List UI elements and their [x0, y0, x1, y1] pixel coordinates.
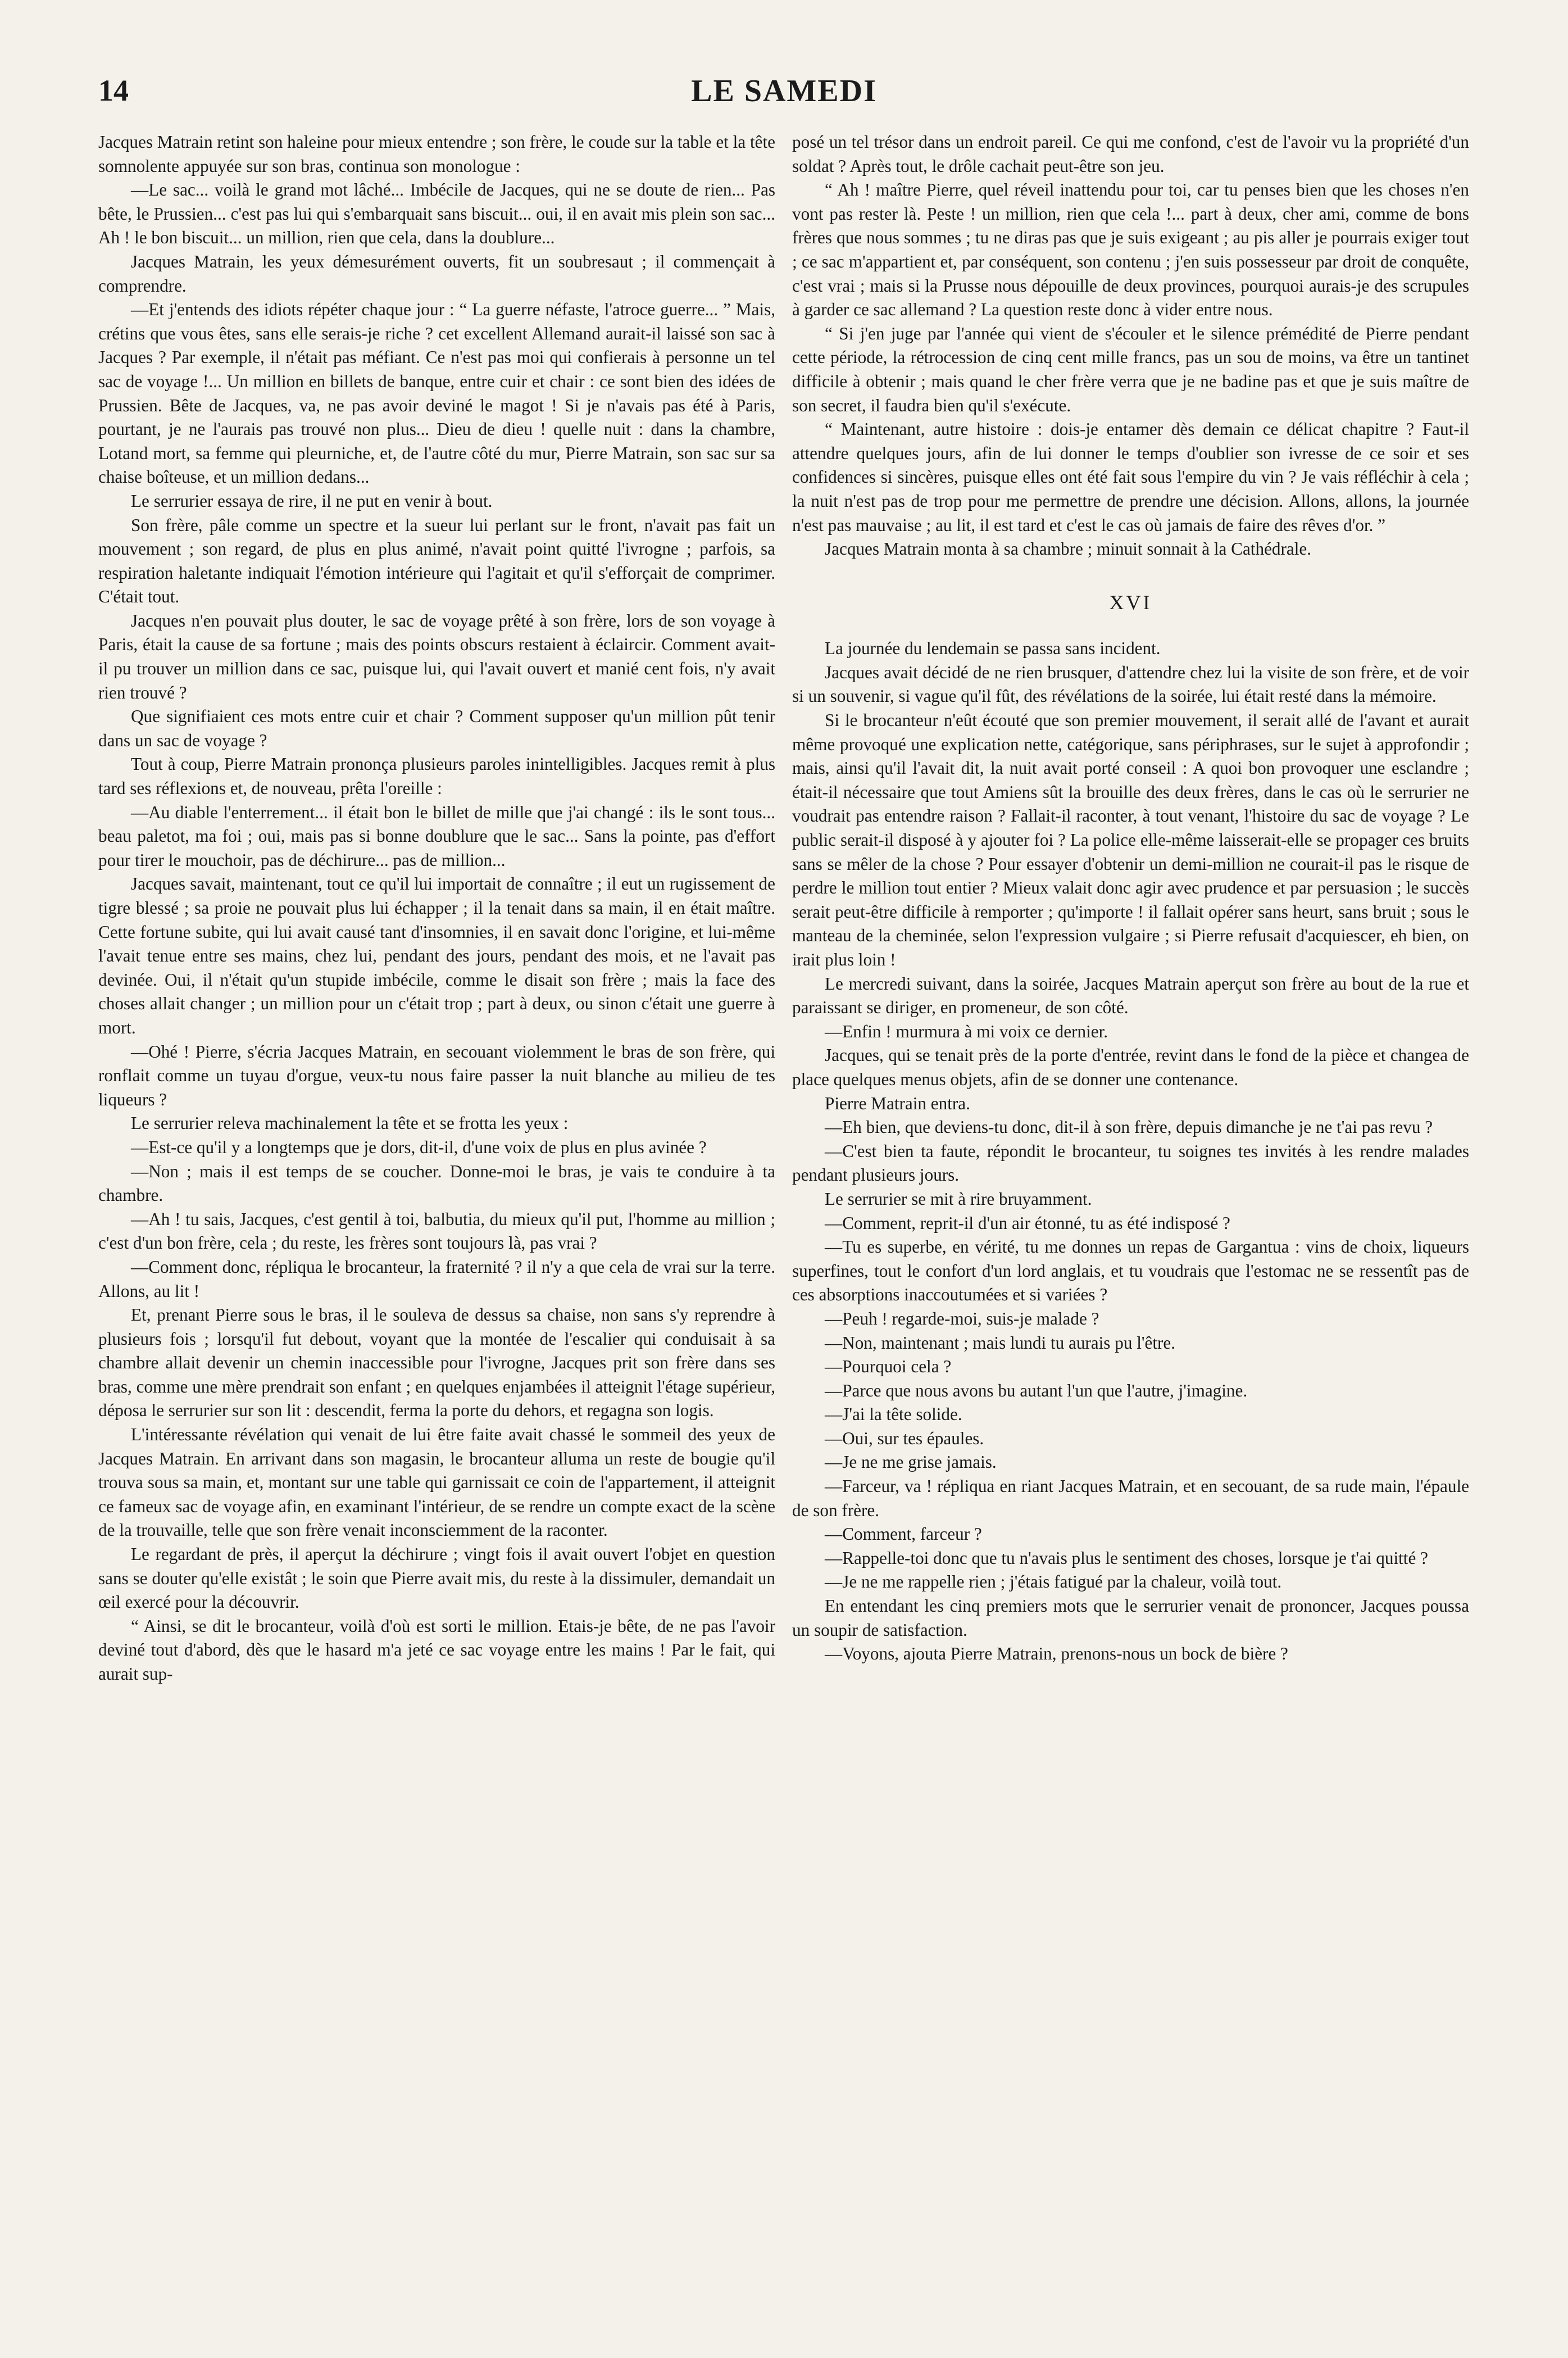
- paragraph: —Peuh ! regarde-moi, suis-je malade ?: [825, 1308, 1099, 1328]
- paragraph: —Tu es superbe, en vérité, tu me donnes un repas de Gargantua : vins de choix, liqueurs superfines, tout le confort d'un lord anglais, et tu voudrais que l'estomac ne se ressentît pas de ces absorptions inaccoutumées et si variées ?: [792, 1237, 1469, 1305]
- paragraph: Tout à coup, Pierre Matrain prononça plusieurs paroles inintelligibles. Jacques remit à plus tard ses réflexions et, de nouveau, prêta l'oreille :: [98, 754, 775, 799]
- paragraph: —Parce que nous avons bu autant l'un que l'autre, j'imagine.: [825, 1380, 1248, 1400]
- paragraph: Le regardant de près, il aperçut la déchirure ; vingt fois il avait ouvert l'objet en question sans se douter qu'elle existât ; le soin que Pierre avait mis, du reste à la dissimuler, demandait un œil exercé pour la découvrir.: [98, 1544, 775, 1612]
- chapter-heading: XVI: [1109, 591, 1152, 614]
- paragraph: —Ohé ! Pierre, s'écria Jacques Matrain, en secouant violemment le bras de son frère, qui ronflait comme un tuyau d'orgue, veux-tu nous faire passer la nuit blanche au milieu de tes liqueurs ?: [98, 1041, 775, 1109]
- paragraph: Le serrurier releva machinalement la tête et se frotta les yeux :: [131, 1113, 569, 1133]
- paragraph: Jacques savait, maintenant, tout ce qu'il lui importait de connaître ; il eut un rugissement de tigre blessé ; sa proie ne pouvait plus lui échapper ; il la tenait dans sa main, il en était maître. Cette fortune subite, qui lui avait causé tant d'insomnies, il en savait donc l'origine, et lui-même l'avait tenue entre ses mains, chez lui, pendant des jours, pendant des mois, et ne l'avait pas devinée. Oui, il n'était qu'un stupide imbécile, comme le disait son frère ; mais la face des choses allait changer ; un million pour un c'était trop ; part à deux, ou sinon c'était une guerre à mort.: [98, 874, 775, 1037]
- left-column: [98, 130, 775, 1686]
- paragraph: Jacques, qui se tenait près de la porte d'entrée, revint dans le fond de la pièce et changea de place quelques menus objets, afin de se donner une contenance.: [792, 1045, 1469, 1089]
- paragraph: “ Ah ! maître Pierre, quel réveil inattendu pour toi, car tu penses bien que les choses n'en vont pas rester là. Peste ! un million, rien que cela !... part à deux, cher ami, comme de bons frères que nous sommes ; tu ne diras pas que je suis exigeant ; au pis aller je pourrais exiger tout ; ce sac m'appartient et, par conséquent, son contenu ; j'en suis possesseur par droit de conquête, c'est vrai ; mais si la Prusse nous dépouille de deux provinces, pourquoi aurais-je des scrupules à garder ce sac allemand ? La question reste donc à vider entre nous.: [792, 180, 1469, 320]
- paragraph: —Voyons, ajouta Pierre Matrain, prenons-nous un bock de bière ?: [825, 1644, 1288, 1664]
- paragraph: —Non ; mais il est temps de se coucher. Donne-moi le bras, je vais te conduire à ta chambre.: [98, 1161, 775, 1205]
- paragraph: Que signifiaient ces mots entre cuir et chair ? Comment supposer qu'un million pût tenir dans un sac de voyage ?: [98, 706, 775, 750]
- paragraph: —Oui, sur tes épaules.: [825, 1428, 984, 1448]
- paragraph: —Le sac... voilà le grand mot lâché... Imbécile de Jacques, qui ne se doute de rien... Pas bête, le Prussien... c'est pas lui qui s'embarquait sans biscuit... oui, il en avait mis plein son sac... Ah ! le bon biscuit... un million, rien que cela, dans la doublure...: [98, 180, 775, 248]
- paragraph: Jacques Matrain retint son haleine pour mieux entendre ; son frère, le coude sur la table et la tête somnolente appuyée sur son bras, continua son monologue :: [98, 132, 775, 176]
- paragraph: Le serrurier essaya de rire, il ne put en venir à bout.: [131, 491, 493, 511]
- paragraph: —Est-ce qu'il y a longtemps que je dors, dit-il, d'une voix de plus en plus avinée ?: [131, 1137, 707, 1157]
- paragraph: —Non, maintenant ; mais lundi tu aurais pu l'être.: [825, 1332, 1176, 1353]
- journal-title: LE SAMEDI: [691, 74, 877, 108]
- paragraph: Et, prenant Pierre sous le bras, il le souleva de dessus sa chaise, non sans s'y reprendre à plusieurs fois ; lorsqu'il fut debout, voyant que la montée de l'escalier qui conduisait à sa chambre allait devenir un chemin inaccessible pour l'ivrogne, Jacques prit son frère dans ses bras, comme une mère prendrait son enfant ; en quelques enjambées il atteignit l'étage supérieur, déposa le serrurier sur son lit : descendit, ferma la porte du dehors, et regagna son logis.: [98, 1305, 775, 1421]
- paragraph: —Comment, reprit-il d'un air étonné, tu as été indisposé ?: [825, 1213, 1230, 1233]
- paragraph: L'intéressante révélation qui venait de lui être faite avait chassé le sommeil des yeux de Jacques Matrain. En arrivant dans son magasin, le brocanteur alluma un reste de bougie qu'il trouva sous sa main, et, montant sur une table qui garnissait ce coin de l'appartement, il atteignit ce fameux sac de voyage afin, en examinant l'intérieur, de se rendre un compte exact de la scène de la trouvaille, telle que son frère venait inconsciemment de la raconter.: [98, 1425, 775, 1540]
- paragraph: —Pourquoi cela ?: [825, 1357, 952, 1377]
- paragraph: —Ah ! tu sais, Jacques, c'est gentil à toi, balbutia, du mieux qu'il put, l'homme au million ; c'est d'un bon frère, cela ; du reste, les frères sont toujours là, pas vrai ?: [98, 1209, 775, 1253]
- paragraph: Pierre Matrain entra.: [825, 1093, 970, 1113]
- right-column: [792, 130, 1469, 1666]
- paragraph: posé un tel trésor dans un endroit pareil. Ce qui me confond, c'est de l'avoir vu la propriété d'un soldat ? Après tout, le drôle cachait peut-être son jeu.: [792, 132, 1469, 176]
- paragraph: —Comment, farceur ?: [825, 1524, 982, 1544]
- right-column-top-text: [792, 130, 1469, 561]
- paragraph: La journée du lendemain se passa sans incident.: [825, 638, 1161, 659]
- paragraph: Si le brocanteur n'eût écouté que son premier mouvement, il serait allé de l'avant et aurait même provoqué une explication nette, catégorique, sans périphrases, sur le sujet à approfondir ; mais, ainsi qu'il l'avait dit, la nuit avait porté conseil : A quoi bon provoquer une esclandre ; était-il nécessaire que tout Amiens sût la brouille des deux frères, dans le cas où le serrurier ne voudrait pas entendre raison ? Fallait-il raconter, à tout venant, l'histoire du sac de voyage ? Le public serait-il disposé à y ajouter foi ? La police elle-même laisserait-elle se propager ces bruits sans se mêler de la chose ? Pour essayer d'obtenir un demi-million ne courait-il pas le risque de perdre le million tout entier ? Mieux valait donc agir avec prudence et par persuasion ; le succès serait peut-être difficile à remporter ; qu'importe ! il fallait opérer sans heurt, sans bruit ; sous le manteau de la cheminée, selon l'expression vulgaire ; si Pierre refusait d'acquiescer, eh bien, on irait plus loin !: [792, 710, 1469, 969]
- paragraph: —C'est bien ta faute, répondit le brocanteur, tu soignes tes invités à les rendre malades pendant plusieurs jours.: [792, 1141, 1469, 1185]
- paragraph: “ Ainsi, se dit le brocanteur, voilà d'où est sorti le million. Etais-je bête, de ne pas l'avoir deviné tout d'abord, dès que le hasard m'a jeté ce sac voyage entre les mains ! Par le fait, qui aurait sup-: [98, 1616, 775, 1684]
- paragraph: Le mercredi suivant, dans la soirée, Jacques Matrain aperçut son frère au bout de la rue et paraissant se diriger, en promeneur, de son côté.: [792, 973, 1469, 1018]
- paragraph: —Enfin ! murmura à mi voix ce dernier.: [825, 1021, 1108, 1041]
- paragraph: —Au diable l'enterrement... il était bon le billet de mille que j'ai changé : ils le sont tous... beau paletot, ma foi ; oui, mais pas si bonne doublure que le sac... Sans la pointe, pas d'effort pour tirer le mouchoir, pas de déchirure... pas de million...: [98, 802, 775, 870]
- right-column-bottom-text: [792, 637, 1469, 1666]
- paragraph: —J'ai la tête solide.: [825, 1404, 962, 1425]
- paragraph: Jacques Matrain monta à sa chambre ; minuit sonnait à la Cathédrale.: [825, 539, 1312, 559]
- paragraph: —Je ne me rappelle rien ; j'étais fatigué par la chaleur, voilà tout.: [825, 1572, 1282, 1592]
- paragraph: —Eh bien, que deviens-tu donc, dit-il à son frère, depuis dimanche je ne t'ai pas revu ?: [825, 1117, 1433, 1137]
- paragraph: En entendant les cinq premiers mots que le serrurier venait de prononcer, Jacques poussa un soupir de satisfaction.: [792, 1596, 1469, 1640]
- paragraph: “ Maintenant, autre histoire : dois-je entamer dès demain ce délicat chapitre ? Faut-il attendre quelques jours, afin de lui donner le temps d'oublier son ivresse de ce soir et ses confidences si sincères, puisque elles ont été fait sous l'empire du vin ? Je vais réfléchir à cela ; la nuit n'est pas de trop pour me permettre de prendre une décision. Allons, allons, la journée n'est pas mauvaise ; au lit, il est tard et c'est le cas où jamais de faire des rêves d'or. ”: [792, 419, 1469, 535]
- paragraph: “ Si j'en juge par l'année qui vient de s'écouler et le silence prémédité de Pierre pendant cette période, la rétrocession de cinq cent mille francs, pas un sou de moins, va être un tantinet difficile à obtenir ; mais quand le cher frère verra que je ne badine pas et que je suis maître de son secret, il faudra bien qu'il s'exécute.: [792, 323, 1469, 415]
- paragraph: Jacques n'en pouvait plus douter, le sac de voyage prêté à son frère, lors de son voyage à Paris, était la cause de sa fortune ; mais des points obscurs restaient à éclaircir. Comment avait-il pu trouver un million dans ce sac, puisque lui, qui l'avait ouvert et manié cent fois, n'y avait rien trouvé ?: [98, 610, 775, 702]
- page-header: [98, 73, 1470, 118]
- paragraph: Son frère, pâle comme un spectre et la sueur lui perlant sur le front, n'avait pas fait un mouvement ; son regard, de plus en plus animé, n'avait point quitté l'ivrogne ; parfois, sa respiration haletante indiquait l'émotion intérieure qui l'agitait et qu'il s'efforçait de comprimer. C'était tout.: [98, 515, 775, 607]
- paragraph: Jacques Matrain, les yeux démesurément ouverts, fit un soubresaut ; il commençait à comprendre.: [98, 251, 775, 296]
- paragraph: —Comment donc, répliqua le brocanteur, la fraternité ? il n'y a que cela de vrai sur la terre. Allons, au lit !: [98, 1257, 775, 1301]
- paragraph: —Je ne me grise jamais.: [825, 1452, 997, 1472]
- paragraph: —Et j'entends des idiots répéter chaque jour : “ La guerre néfaste, l'atroce guerre... ” Mais, crétins que vous êtes, sans elle serais-je riche ? cet excellent Allemand aurait-il laissé son sac à Jacques ? Par exemple, il n'était pas méfiant. Ce n'est pas moi qui confierais à personne un tel sac de voyage !... Un million en billets de banque, entre cuir et chair : ce sont bien des idées de Prussien. Bête de Jacques, va, ne pas avoir deviné le magot ! Si je n'avais pas été à Paris, pourtant, je ne l'aurais pas trouvé non plus... Dieu de dieu ! quelle nuit : dans la chambre, Lotand mort, sa femme qui pleurniche, et, de l'autre côté du mur, Pierre Matrain, son sac sur sa chaise boîteuse, et un million dedans...: [98, 300, 775, 487]
- paragraph: —Rappelle-toi donc que tu n'avais plus le sentiment des choses, lorsque je t'ai quitté ?: [825, 1548, 1428, 1568]
- paragraph: Le serrurier se mit à rire bruyamment.: [825, 1189, 1092, 1209]
- paragraph: —Farceur, va ! répliqua en riant Jacques Matrain, et en secouant, de sa rude main, l'épaule de son frère.: [792, 1476, 1469, 1520]
- paragraph: Jacques avait décidé de ne rien brusquer, d'attendre chez lui la visite de son frère, et de voir si un souvenir, si vague qu'il fût, des révélations de la soirée, lui était resté dans la mémoire.: [792, 662, 1469, 706]
- page-number: 14: [98, 74, 129, 107]
